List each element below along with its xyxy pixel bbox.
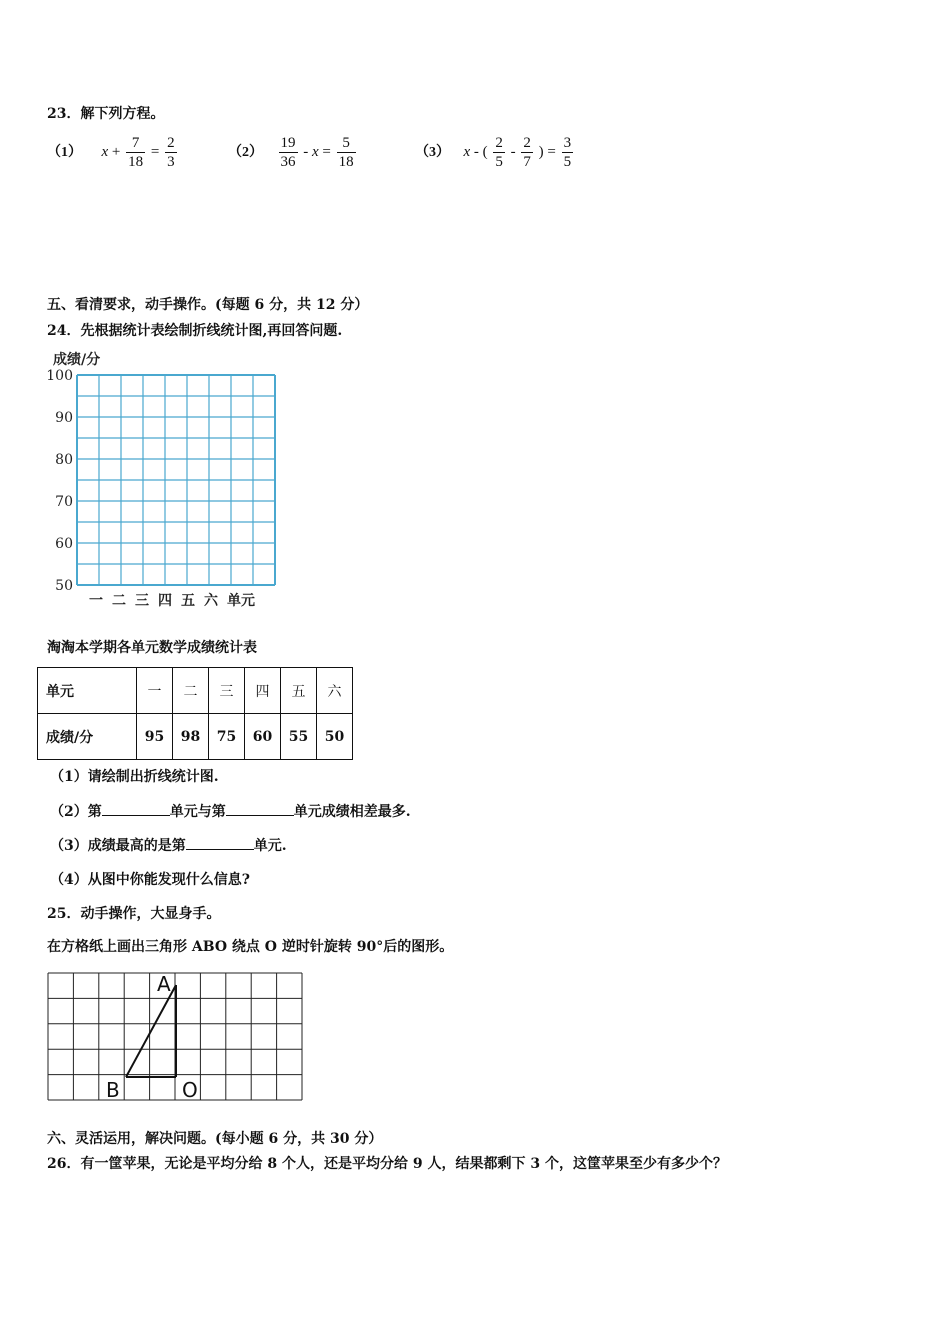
eq3-label: （3）	[415, 144, 450, 160]
sub2-text-c: 单元成绩相差最多.	[293, 804, 411, 820]
table-title: 淘淘本学期各单元数学成绩统计表	[47, 640, 257, 656]
eq3-frac1: $\frac{2}{5}$	[495, 135, 503, 170]
table-cell: 95	[137, 714, 173, 760]
equation-2	[228, 134, 358, 171]
section-5-heading: 五、看清要求，动手操作。(每题 6 分，共 12 分）	[47, 297, 369, 313]
eq2-frac1: $\frac{19}{36}$	[280, 135, 296, 170]
eq1-equals: =	[150, 143, 160, 160]
table-cell: 三	[209, 668, 245, 714]
chart-xunit: 单元	[227, 593, 255, 609]
q24-sub4: （4）从图中你能发现什么信息?	[50, 872, 250, 888]
eq1-frac2: $\frac{2}{3}$	[167, 135, 175, 170]
table-cell: 50	[317, 714, 353, 760]
q25-title: 25．动手操作，大显身手。	[47, 906, 221, 922]
table-cell: 成绩/分	[38, 714, 137, 760]
y-tick-label: 80	[55, 452, 73, 468]
q24-sub2	[50, 801, 411, 821]
sub2-text-a: （2）第	[50, 804, 102, 820]
section-6-heading: 六、灵活运用，解决问题。(每小题 6 分，共 30 分）	[47, 1131, 383, 1147]
eq3-var: x	[463, 143, 471, 160]
table-cell: 60	[245, 714, 281, 760]
q24-title: 24．先根据统计表绘制折线统计图,再回答问题.	[47, 323, 343, 339]
table-cell: 五	[281, 668, 317, 714]
answer-blank[interactable]	[186, 837, 254, 850]
y-tick-label: 50	[55, 578, 73, 594]
table-cell: 75	[209, 714, 245, 760]
sub3-text-b: 单元.	[253, 838, 287, 854]
equation-1	[47, 134, 179, 171]
q26-text: 26．有一筐苹果，无论是平均分给 8 个人，还是平均分给 9 人，结果都剩下 3 个，这筐苹果至少有多少个？	[47, 1156, 727, 1172]
eq2-equals: =	[322, 143, 331, 160]
answer-blank[interactable]	[226, 803, 294, 816]
eq2-op: -	[303, 143, 309, 160]
eq3-op2: -	[510, 143, 516, 160]
eq1-label: （1）	[47, 144, 82, 160]
table-cell: 二	[173, 668, 209, 714]
eq3-frac3: $\frac{3}{5}$	[563, 135, 572, 170]
q24-sub1: （1）请绘制出折线统计图.	[50, 769, 219, 785]
eq3-rparen: )	[538, 143, 544, 160]
sub3-text-a: （3）成绩最高的是第	[50, 838, 186, 854]
point-a-label: A	[157, 972, 171, 996]
eq2-label: （2）	[228, 144, 263, 160]
table-cell: 98	[173, 714, 209, 760]
chart-x-ticks	[89, 592, 219, 609]
x-tick-label: 二	[112, 593, 126, 609]
eq1-var: x	[101, 143, 109, 160]
x-tick-label: 六	[204, 593, 218, 609]
blank-line-chart	[45, 345, 285, 615]
equation-3	[415, 134, 575, 171]
answer-blank[interactable]	[102, 803, 170, 816]
q25-instruction: 在方格纸上画出三角形 ABO 绕点 O 逆时针旋转 90°后的图形。	[47, 939, 454, 955]
x-tick-label: 三	[135, 593, 149, 609]
q23-title: 23．解下列方程。	[47, 106, 165, 122]
eq1-frac1: $\frac{7}{18}$	[128, 135, 144, 170]
table-cell: 六	[317, 668, 353, 714]
y-tick-label: 60	[55, 536, 73, 552]
point-b-label: B	[106, 1078, 120, 1102]
eq3-lparen: (	[482, 143, 488, 160]
table-header-row	[38, 668, 353, 714]
sub2-text-b: 单元与第	[169, 804, 226, 820]
y-tick-label: 90	[55, 410, 73, 426]
eq2-var: x	[312, 143, 319, 160]
x-tick-label: 五	[181, 593, 195, 609]
chart-ylabel: 成绩/分	[53, 352, 101, 368]
point-o-label: O	[182, 1078, 198, 1102]
eq3-equals: =	[547, 143, 556, 160]
eq3-op1: -	[473, 143, 479, 160]
table-cell: 单元	[38, 668, 137, 714]
table-cell: 四	[245, 668, 281, 714]
eq1-op: +	[111, 143, 121, 160]
score-table	[37, 667, 353, 760]
x-tick-label: 四	[158, 593, 172, 609]
table-cell: 一	[137, 668, 173, 714]
y-tick-label: 100	[46, 368, 73, 384]
chart-y-ticks	[46, 368, 73, 594]
rotation-grid[interactable]	[45, 969, 307, 1109]
table-row	[38, 714, 353, 760]
eq3-frac2: $\frac{2}{7}$	[523, 135, 531, 170]
q24-sub3	[50, 835, 287, 855]
table-cell: 55	[281, 714, 317, 760]
eq2-frac2: $\frac{5}{18}$	[338, 135, 354, 170]
chart-grid	[77, 375, 275, 585]
x-tick-label: 一	[89, 593, 103, 609]
y-tick-label: 70	[55, 494, 73, 510]
